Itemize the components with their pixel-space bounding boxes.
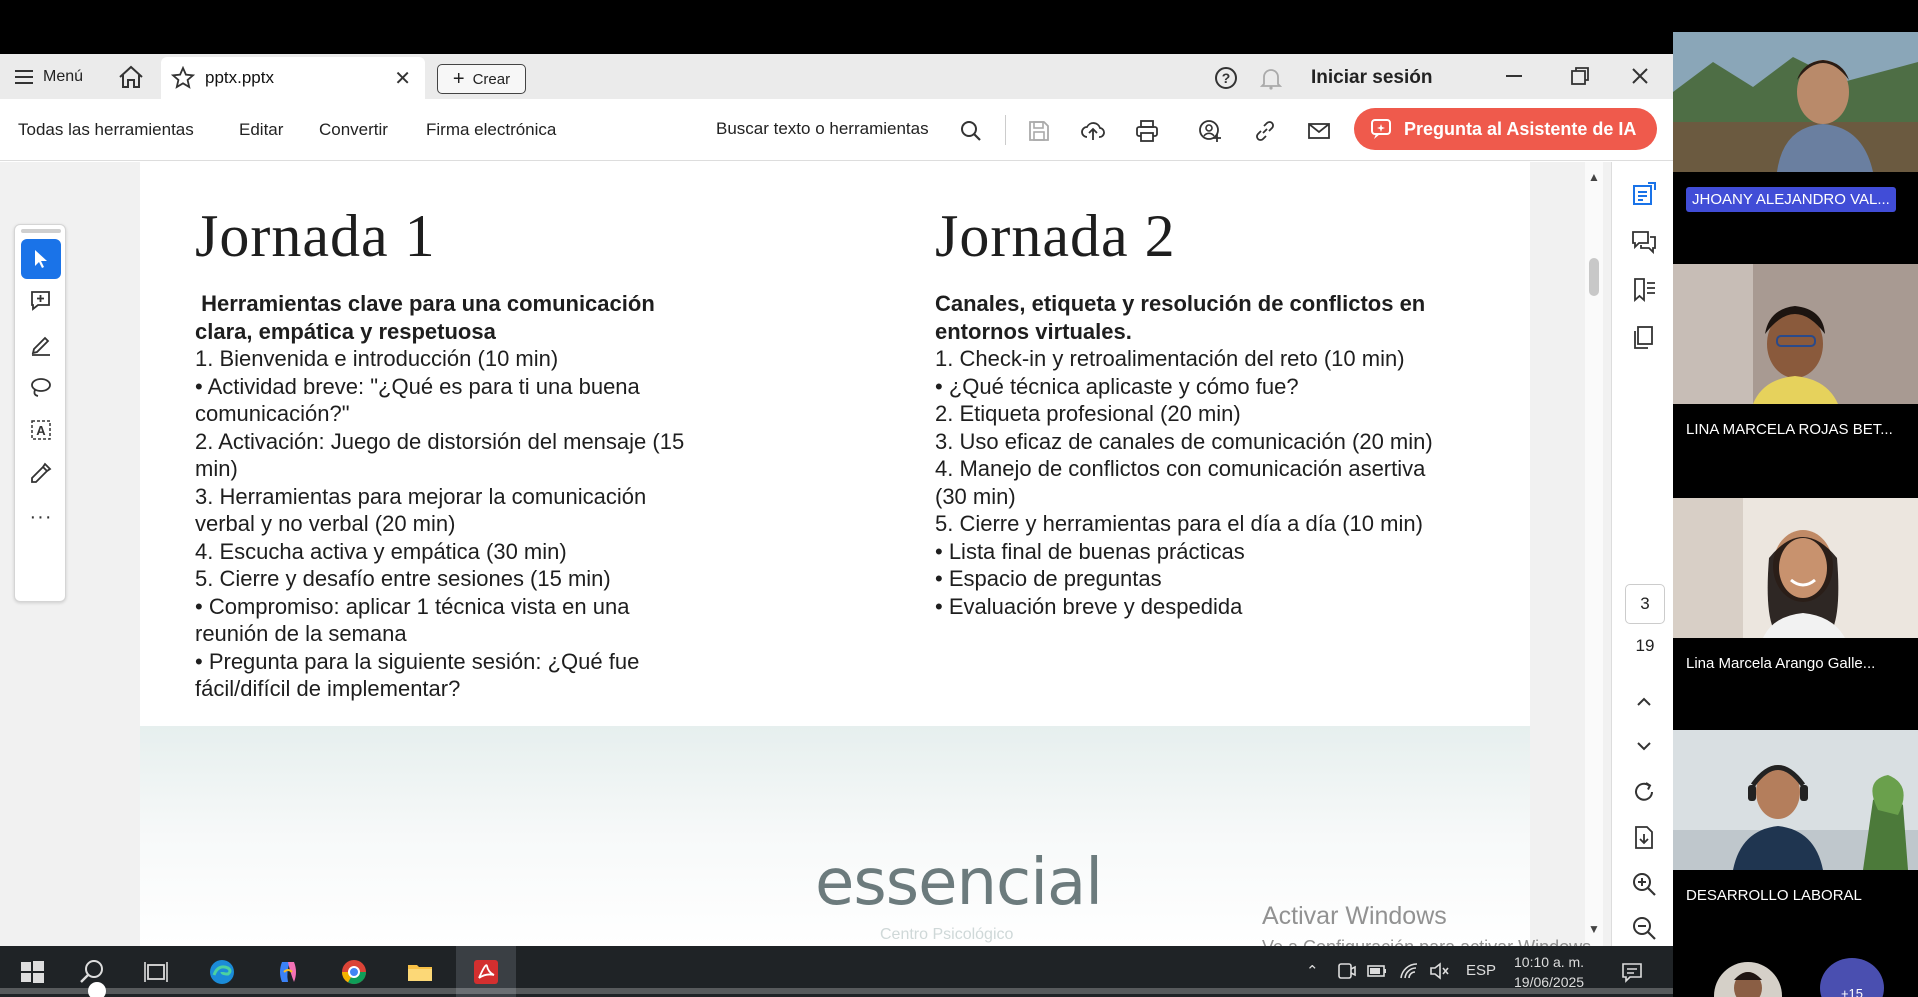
more-icon: ··· xyxy=(29,505,53,528)
restore-icon[interactable] xyxy=(1568,64,1592,88)
ai-assistant-button[interactable] xyxy=(1354,108,1657,150)
tool-convert[interactable]: Convertir xyxy=(319,120,388,139)
agenda-right-line: • Lista final de buenas prácticas xyxy=(935,538,1245,564)
participant-video-frame xyxy=(1673,264,1918,404)
participant-avatar-partial[interactable] xyxy=(1713,958,1783,997)
mail-icon[interactable] xyxy=(1306,118,1332,144)
acrobat-window xyxy=(0,54,1673,946)
more-tools-button[interactable] xyxy=(21,497,61,537)
highlight-tool[interactable] xyxy=(21,324,61,364)
scroll-thumb[interactable] xyxy=(1589,258,1599,296)
scroll-down-icon[interactable]: ▼ xyxy=(1588,922,1600,936)
title-bar xyxy=(0,54,1673,99)
add-comment-tool[interactable] xyxy=(21,281,61,321)
input-language[interactable]: ESP xyxy=(1466,962,1497,979)
system-clock[interactable] xyxy=(1514,952,1584,992)
edit-pdf-icon[interactable] xyxy=(1630,180,1658,208)
tab-title: pptx.pptx xyxy=(205,68,274,87)
agenda-right-line: 2. Etiqueta profesional (20 min) xyxy=(935,401,1241,426)
pages-icon[interactable] xyxy=(1630,324,1658,352)
windows-start-icon[interactable] xyxy=(18,958,46,986)
copilot-icon[interactable] xyxy=(274,958,302,986)
chrome-icon[interactable] xyxy=(340,958,368,986)
create-label: Crear xyxy=(472,70,511,88)
search-tools[interactable]: Buscar texto o herramientas xyxy=(716,119,929,138)
sign-tool[interactable] xyxy=(21,453,61,493)
agenda-right-line: • Espacio de preguntas xyxy=(935,566,1162,591)
agenda-left-line: • Compromiso: aplicar 1 técnica vista en una reunión de la semana xyxy=(195,593,630,646)
share-user-icon[interactable] xyxy=(1197,118,1223,144)
lasso-icon xyxy=(29,375,53,399)
close-tab-icon[interactable]: ✕ xyxy=(394,68,411,90)
slide-title-left: Jornada 1 xyxy=(195,203,436,269)
text-tool[interactable] xyxy=(21,410,61,450)
agenda-left-line: 4. Escucha activa y empática (30 min) xyxy=(195,538,567,564)
right-panel xyxy=(1611,162,1673,946)
participant-name: Lina Marcela Arango Galle... xyxy=(1686,655,1876,672)
brand-logo: essencial xyxy=(815,846,1102,920)
agenda-right xyxy=(935,290,1445,620)
scroll-up-icon[interactable]: ▲ xyxy=(1588,170,1600,184)
watermark-title: Activar Windows xyxy=(1262,902,1447,930)
agenda-right-line: 1. Check-in y retroalimentación del reto (10 min) xyxy=(935,346,1405,371)
help-icon[interactable] xyxy=(1214,66,1238,90)
participant-name: JHOANY ALEJANDRO VAL... xyxy=(1686,187,1896,212)
agenda-left-heading: Herramientas clave para una comunicación clara, empática y respetuosa xyxy=(195,291,661,344)
vertical-scrollbar[interactable] xyxy=(1585,162,1603,946)
menu-label: Menú xyxy=(43,68,84,85)
bookmarks-icon[interactable] xyxy=(1630,276,1658,304)
volume-muted-icon[interactable] xyxy=(1428,960,1450,982)
text-box-icon xyxy=(29,418,53,442)
extract-page-icon[interactable] xyxy=(1630,824,1658,852)
agenda-left-line: 3. Herramientas para mejorar la comunicación verbal y no verbal (20 min) xyxy=(195,483,647,536)
battery-icon[interactable] xyxy=(1366,960,1388,982)
agenda-right-line: 3. Uso eficaz de canales de comunicación (20 min) xyxy=(935,428,1433,454)
link-icon[interactable] xyxy=(1252,118,1278,144)
agenda-right-heading: Canales, etiqueta y resolución de conflictos en entornos virtuales. xyxy=(935,291,1426,344)
ai-button-label: Pregunta al Asistente de IA xyxy=(1404,118,1637,139)
participant-video xyxy=(1673,32,1918,172)
slide-title-right: Jornada 2 xyxy=(935,203,1176,269)
video-progress-bar[interactable] xyxy=(0,988,1918,994)
svg-text:?: ? xyxy=(1221,70,1231,86)
tool-edit[interactable]: Editar xyxy=(239,120,284,139)
search-icon[interactable] xyxy=(958,118,984,144)
menu-button[interactable] xyxy=(15,65,83,89)
agenda-left-line: 1. Bienvenida e introducción (10 min) xyxy=(195,346,559,371)
agenda-right-line: 5. Cierre y herramientas para el día a día (10 min) xyxy=(935,511,1423,536)
bell-icon[interactable] xyxy=(1260,66,1282,90)
brand-logo-subtitle: Centro Psicológico xyxy=(880,926,1014,943)
participants-panel xyxy=(1673,0,1918,997)
comment-plus-icon xyxy=(29,289,53,313)
agenda-left-line: 5. Cierre y desafío entre sesiones (15 min) xyxy=(195,566,611,591)
close-window-icon[interactable] xyxy=(1628,64,1652,88)
agenda-right-line: 4. Manejo de conflictos con comunicación asertiva (30 min) xyxy=(935,456,1426,509)
hamburger-icon xyxy=(15,69,33,85)
ai-chat-icon xyxy=(1370,118,1394,140)
draw-tool[interactable] xyxy=(21,367,61,407)
previous-page-icon[interactable] xyxy=(1630,688,1658,716)
signin-button[interactable]: Iniciar sesión xyxy=(1311,67,1433,88)
save-icon[interactable] xyxy=(1026,118,1052,144)
participant-video xyxy=(1673,730,1918,870)
toolbar-divider xyxy=(1005,115,1006,145)
agenda-left-line: 2. Activación: Juego de distorsión del mensaje (15 min) xyxy=(195,428,685,481)
participant-video-frame xyxy=(1673,498,1918,638)
zoom-in-icon[interactable] xyxy=(1630,870,1658,898)
upload-cloud-icon[interactable] xyxy=(1080,118,1106,144)
create-button[interactable] xyxy=(437,64,526,94)
drag-handle[interactable] xyxy=(21,229,61,233)
participant-video xyxy=(1673,498,1918,638)
tab-document[interactable] xyxy=(161,57,425,99)
toolbar xyxy=(0,99,1673,161)
participant-name: DESARROLLO LABORAL xyxy=(1686,887,1862,904)
clock-time: 10:10 a. m. xyxy=(1514,954,1585,970)
cursor-icon xyxy=(31,248,51,270)
tool-e-signature[interactable]: Firma electrónica xyxy=(426,120,557,139)
acrobat-icon[interactable] xyxy=(472,958,500,986)
comments-icon[interactable] xyxy=(1630,228,1658,256)
total-pages: 19 xyxy=(1635,636,1655,655)
participant-video xyxy=(1673,264,1918,404)
participant-video-frame xyxy=(1673,730,1918,870)
slide-page xyxy=(140,162,1530,946)
plus-icon: + xyxy=(452,68,465,90)
current-page-input[interactable]: 3 xyxy=(1625,584,1665,624)
svg-text:A: A xyxy=(36,423,46,438)
star-icon[interactable] xyxy=(171,66,195,90)
task-view-icon[interactable] xyxy=(142,958,170,986)
edge-icon[interactable] xyxy=(208,958,236,986)
next-page-icon[interactable] xyxy=(1630,732,1658,760)
agenda-left-line: • Actividad breve: "¿Qué es para ti una buena comunicación?" xyxy=(195,373,640,426)
home-icon[interactable] xyxy=(117,64,145,90)
search-taskbar-icon[interactable] xyxy=(78,958,106,986)
participant-video-frame xyxy=(1673,32,1918,172)
select-tool[interactable] xyxy=(21,239,61,279)
minimize-icon[interactable] xyxy=(1502,64,1526,88)
meet-now-icon[interactable] xyxy=(1336,960,1358,982)
agenda-left xyxy=(195,290,705,703)
participant-name: LINA MARCELA ROJAS BET... xyxy=(1686,421,1893,438)
file-explorer-icon[interactable] xyxy=(406,958,434,986)
clock-date: 19/06/2025 xyxy=(1514,974,1585,990)
print-icon[interactable] xyxy=(1134,118,1160,144)
agenda-right-line: • ¿Qué técnica aplicaste y cómo fue? xyxy=(935,373,1299,399)
zoom-out-icon[interactable] xyxy=(1630,914,1658,942)
progress-handle[interactable] xyxy=(88,982,106,997)
notifications-icon[interactable] xyxy=(1620,960,1644,984)
agenda-right-line: • Evaluación breve y despedida xyxy=(935,593,1243,619)
signature-pen-icon xyxy=(29,461,53,485)
tray-chevron-icon[interactable]: ⌃ xyxy=(1306,963,1319,980)
wifi-icon[interactable] xyxy=(1398,960,1420,982)
document-workarea xyxy=(0,162,1673,946)
rotate-icon[interactable] xyxy=(1630,778,1658,806)
quick-tools-bar xyxy=(14,224,66,602)
more-participants-badge[interactable]: +15 xyxy=(1820,958,1884,997)
agenda-left-line: • Pregunta para la siguiente sesión: ¿Qué fue fácil/difícil de implementar? xyxy=(195,648,640,701)
pen-icon xyxy=(29,332,53,356)
tool-all-tools[interactable]: Todas las herramientas xyxy=(18,120,194,139)
